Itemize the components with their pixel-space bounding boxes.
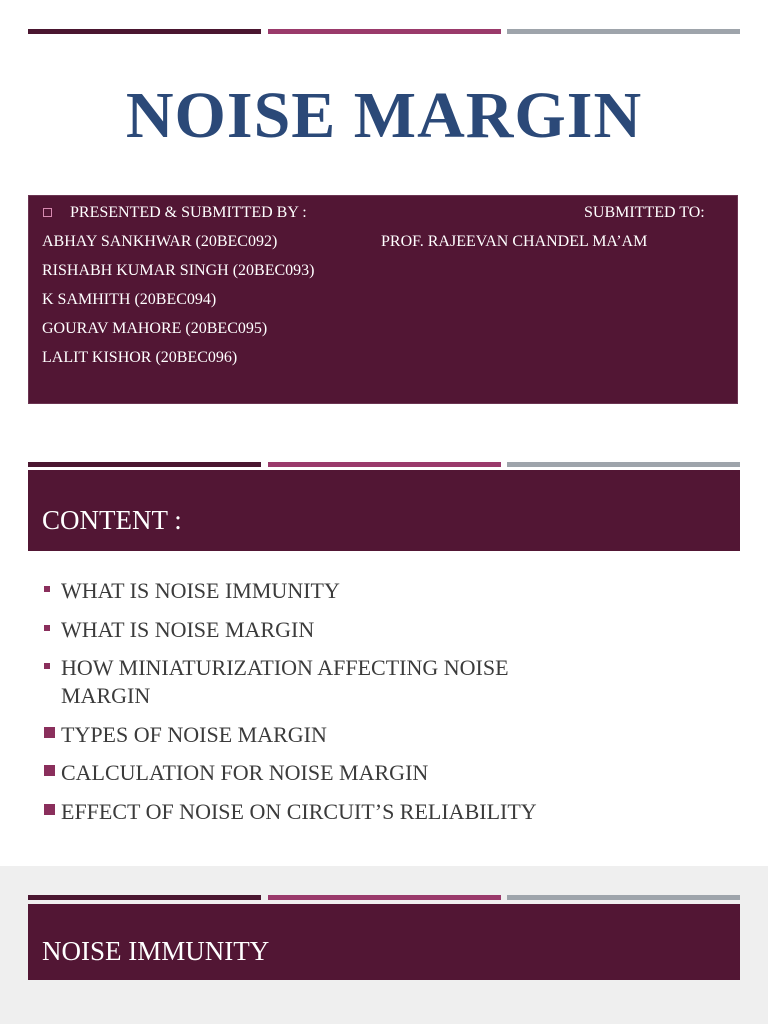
bullet-icon bbox=[44, 586, 50, 592]
bullet-icon bbox=[44, 663, 50, 669]
presented-by-label: PRESENTED & SUBMITTED BY : bbox=[70, 204, 307, 221]
member-1: ABHAY SANKHWAR (20BEC092) bbox=[42, 233, 278, 250]
member-5: LALIT KISHOR (20BEC096) bbox=[42, 349, 238, 366]
noise-immunity-banner bbox=[28, 904, 740, 980]
bullet-icon bbox=[44, 765, 55, 776]
content-list bbox=[0, 432, 768, 866]
slide-gap bbox=[0, 866, 768, 880]
list-item: EFFECT OF NOISE ON CIRCUIT’S RELIABILITY bbox=[61, 799, 537, 824]
accent-bar-magenta bbox=[268, 29, 501, 34]
professor-name: PROF. RAJEEVAN CHANDEL MA’AM bbox=[381, 233, 648, 250]
member-3: K SAMHITH (20BEC094) bbox=[42, 291, 217, 308]
accent-bar-gray bbox=[507, 29, 740, 34]
list-item-continued: MARGIN bbox=[61, 683, 151, 708]
slide-content bbox=[0, 432, 768, 866]
list-item: TYPES OF NOISE MARGIN bbox=[61, 722, 327, 747]
noise-immunity-heading: NOISE IMMUNITY bbox=[42, 936, 270, 966]
presenters-box bbox=[28, 195, 738, 404]
bullet-icon bbox=[44, 804, 55, 815]
submitted-to-label: SUBMITTED TO: bbox=[584, 204, 705, 221]
bullet-icon bbox=[44, 727, 55, 738]
slide-noise-immunity bbox=[0, 880, 768, 1024]
bullet-icon bbox=[44, 625, 50, 631]
square-bullet-icon bbox=[43, 208, 52, 217]
accent-bar-magenta bbox=[268, 895, 501, 900]
accent-bar-gray bbox=[507, 895, 740, 900]
slide-title-text: NOISE MARGIN bbox=[125, 79, 643, 152]
list-item: WHAT IS NOISE MARGIN bbox=[61, 617, 315, 642]
list-item: WHAT IS NOISE IMMUNITY bbox=[61, 578, 340, 603]
member-4: GOURAV MAHORE (20BEC095) bbox=[42, 320, 268, 337]
accent-bar-dark bbox=[28, 895, 261, 900]
slide-title bbox=[0, 0, 768, 432]
content-heading: CONTENT : bbox=[42, 505, 182, 535]
list-item: CALCULATION FOR NOISE MARGIN bbox=[61, 760, 429, 785]
list-item: HOW MINIATURIZATION AFFECTING NOISE bbox=[61, 655, 509, 680]
accent-bar-dark bbox=[28, 29, 261, 34]
member-2: RISHABH KUMAR SINGH (20BEC093) bbox=[42, 262, 315, 279]
